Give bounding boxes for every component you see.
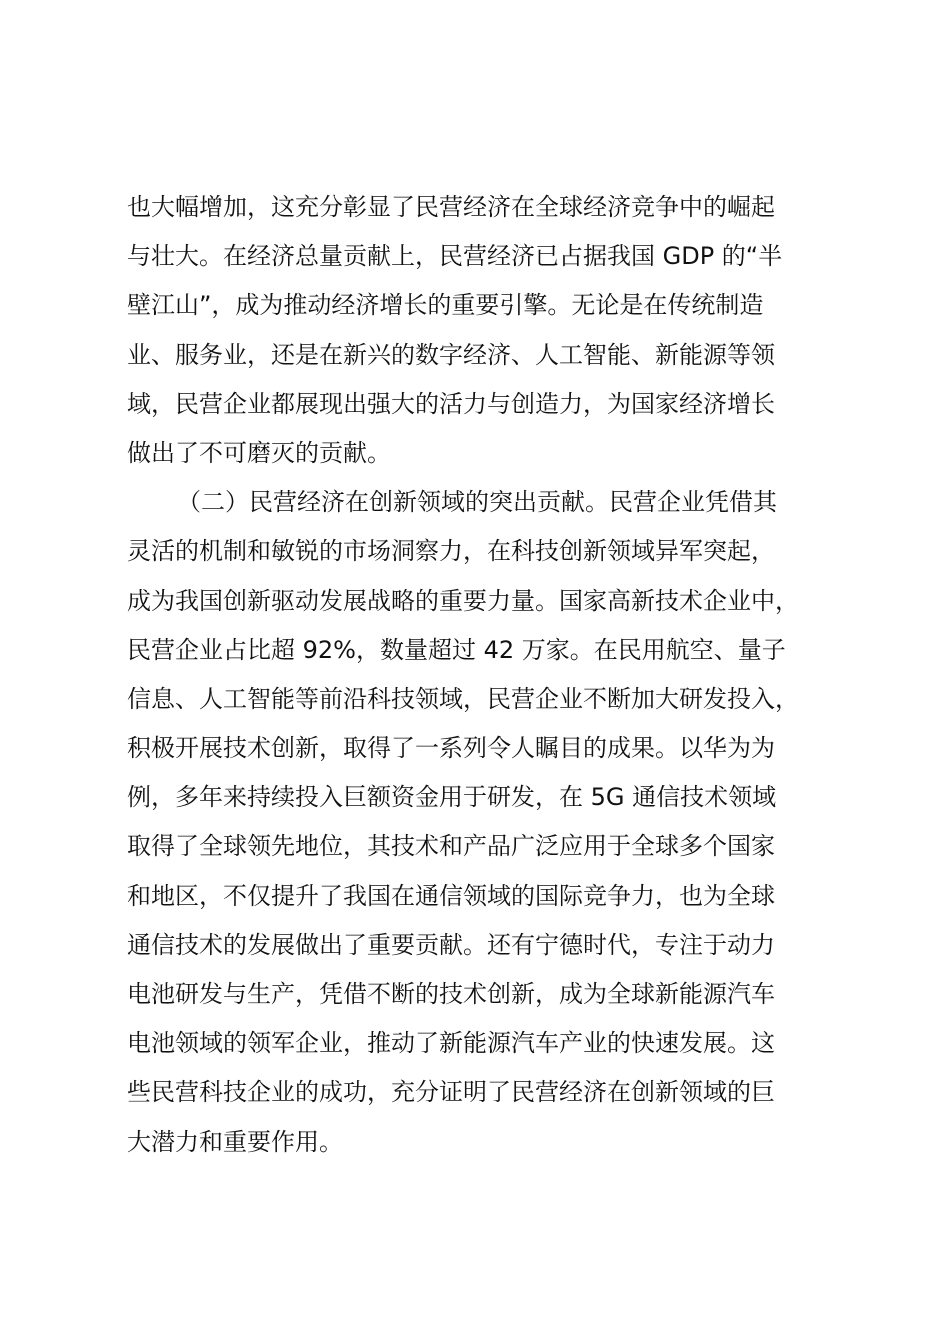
text-line: 些民营科技企业的成功，充分证明了民营经济在创新领域的巨	[127, 1078, 775, 1107]
text-line: 例，多年来持续投入巨额资金用于研发，在 5G 通信技术领域	[127, 783, 777, 812]
text-line: 取得了全球领先地位，其技术和产品广泛应用于全球多个国家	[127, 832, 775, 861]
text-line: 域，民营企业都展现出强大的活力与创造力，为国家经济增长	[127, 389, 775, 418]
text-line: 与壮大。在经济总量贡献上，民营经济已占据我国 GDP 的“半	[127, 242, 783, 271]
paragraph-continued	[127, 183, 867, 478]
text-line: 业、服务业，还是在新兴的数字经济、人工智能、新能源等领	[127, 340, 775, 369]
text-line: 电池研发与生产，凭借不断的技术创新，成为全球新能源汽车	[127, 980, 775, 1008]
text-line: 和地区，不仅提升了我国在通信领域的国际竞争力，也为全球	[127, 881, 775, 910]
text-line: 民营企业占比超 92%，数量超过 42 万家。在民用航空、量子	[127, 635, 786, 664]
text-line-first: （二）民营经济在创新领域的突出贡献。民营企业凭借其	[177, 488, 777, 517]
text-line: 成为我国创新驱动发展战略的重要力量。国家高新技术企业中，	[127, 586, 799, 615]
text-line: 电池领域的领军企业，推动了新能源汽车产业的快速发展。这	[127, 1029, 775, 1058]
text-line: 也大幅增加，这充分彰显了民营经济在全球经济竞争中的崛起	[127, 193, 775, 221]
paragraph-innovation	[127, 478, 867, 1167]
text-line: 通信技术的发展做出了重要贡献。还有宁德时代，专注于动力	[127, 930, 775, 959]
text-line: 信息、人工智能等前沿科技领域，民营企业不断加大研发投入，	[127, 684, 799, 713]
text-line: 积极开展技术创新，取得了一系列令人瞩目的成果。以华为为	[127, 734, 775, 763]
text-line: 做出了不可磨灭的贡献。	[127, 438, 391, 467]
text-line: 大潜力和重要作用。	[127, 1127, 343, 1156]
text-line: 灵活的机制和敏锐的市场洞察力，在科技创新领域异军突起，	[127, 537, 775, 566]
document-body	[127, 183, 867, 1167]
text-line: 壁江山”，成为推动经济增长的重要引擎。无论是在传统制造	[127, 291, 764, 320]
